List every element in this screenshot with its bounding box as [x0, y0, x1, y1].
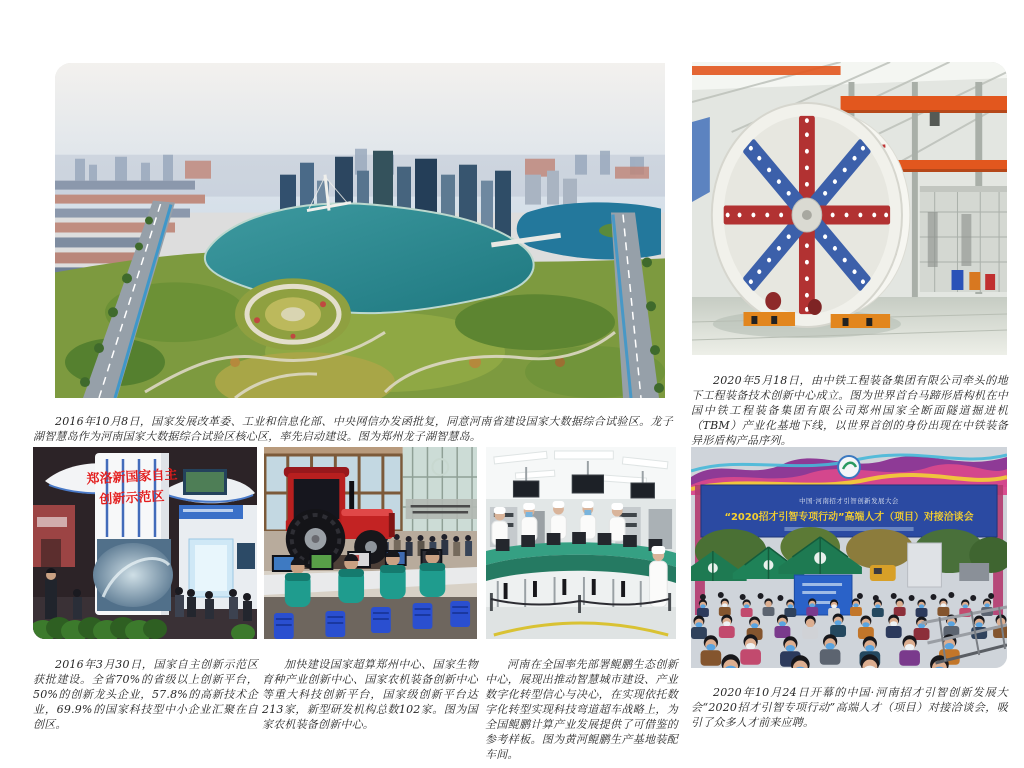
photo-agri-machinery	[264, 447, 477, 639]
photo-longzihu-aerial	[55, 63, 665, 398]
exhaust-pipe	[349, 481, 354, 509]
center-pillar	[85, 453, 178, 615]
tractor-graphic	[264, 447, 477, 639]
booth-banner-line1: 郑洛新国家自主	[86, 467, 178, 488]
trailing-gantry	[920, 186, 1007, 292]
photo-innovation-booth	[33, 447, 257, 639]
crowd-graphic	[691, 447, 1007, 668]
photo-tbm-factory	[692, 62, 1007, 355]
booth-graphic	[33, 447, 257, 639]
aerial-graphic	[55, 63, 665, 398]
conference-emblem	[838, 456, 860, 478]
gate-title-small: 中国·河南招才引智创新发展大会	[799, 496, 899, 506]
crane-beam-top	[692, 66, 841, 75]
wall-banner	[692, 117, 710, 202]
tbm-cutterhead	[712, 103, 910, 327]
booth-banner-line2: 创新示范区	[99, 489, 165, 508]
caption-kunpeng: 河南在全国率先部署鲲鹏生态创新中心，展现出推动智慧城市建设、产业数字化转型信心与决心，在实现依托数字化转型实现科技弯道超车战略上，为全国鲲鹏计算产业发展提供了可借鉴的参考样板。图为黄河鲲鹏生产基地装配车间。	[485, 658, 678, 761]
cutterhead-port	[765, 292, 781, 310]
caption-longzihu: 2016年10月8日，国家发展改革委、工业和信息化部、中央网信办发函批复，同意河南省建设国家大数据综合试验区。龙子湖智慧岛作为河南国家大数据综合试验区核心区，率先启动建设。图为郑州龙子湖智慧岛。	[33, 415, 673, 443]
workshop-graphic	[486, 447, 676, 639]
photo-kunpeng-workshop	[486, 447, 676, 639]
red-booth-left	[33, 505, 75, 567]
caption-tbm: 2020年5月18日，由中铁工程装备集团有限公司牵头的地下工程装备技术创新中心成立。图为世界首台马蹄形盾构机在中国中铁工程装备集团有限公司郑州国家全断面隧道掘进机（TBM）产业化基地下线，以世界首创的身份出现在中铁装备异形盾构产品序列。	[691, 374, 1008, 447]
display-screen-upper	[183, 469, 227, 495]
tbm-graphic	[692, 62, 1007, 355]
caption-talent-fair: 2020年10月24日开幕的中国·河南招才引智创新发展大会“2020招才引智专项行动”高端人才（项目）对接洽谈会，吸引了众多人才前来应聘。	[691, 686, 1008, 729]
photo-talent-fair	[691, 447, 1007, 668]
circular-garden	[235, 278, 351, 350]
info-board	[794, 575, 852, 615]
caption-platforms: 加快建设国家超算郑州中心、国家生物育种产业创新中心、国家农机装备创新中心等重大科技创新平台，国家级创新平台达213家，新型研发机构总数102家。图为国家农机装备创新中心。	[262, 658, 478, 731]
gate-title-main: “2020招才引智专项行动”高端人才（项目）对接洽谈会	[724, 511, 974, 524]
company-sign	[406, 499, 477, 519]
caption-innovation-zone: 2016年3月30日，国家自主创新示范区获批建设。全省70%的省级以上创新平台，50%的创新龙头企业，57.8%的高新技术企业，69.9%的国家科技型中小企业汇聚在自创区。	[33, 658, 258, 731]
